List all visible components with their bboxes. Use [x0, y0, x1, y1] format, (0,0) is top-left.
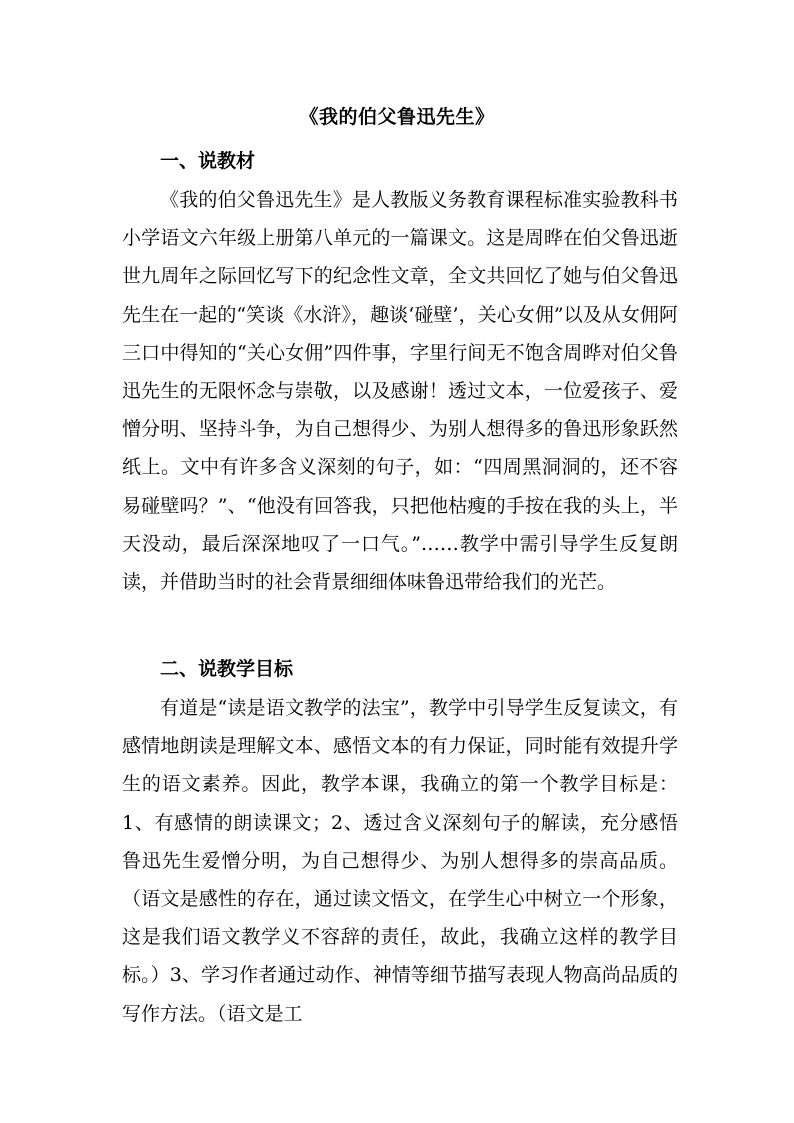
section-paragraph-teaching-material: 《我的伯父鲁迅先生》是人教版义务教育课程标准实验教科书小学语文六年级上册第八单元的一篇课文。这是周晔在伯父鲁迅逝世九周年之际回忆写下的纪念性文章，全文共回忆了她与伯父鲁迅先生在一起的“笑谈《水浒》，趣谈‘碰壁’，关心女佣”以及从女佣阿三口中得知的“关心女佣”四件事，字里行间无不饱含周晔对伯父鲁迅先生的无限怀念与崇敬，以及感谢！透过文本，一位爱孩子、爱憎分明、坚持斗争，为自己想得少、为别人想得多的鲁迅形象跃然纸上。文中有许多含义深刻的句子，如：“四周黑洞洞的，还不容易碰壁吗？”、“他没有回答我，只把他枯瘦的手按在我的头上，半天没动，最后深深地叹了一口气。”……教学中需引导学生反复朗读，并借助当时的社会背景细细体味鲁迅带给我们的光芒。 [122, 189, 678, 594]
document-title: 《我的伯父鲁迅先生》 [299, 106, 495, 128]
section-paragraph-teaching-goals: 有道是“读是语文教学的法宝”，教学中引导学生反复读文，有感情地朗读是理解文本、感悟文本的有力保证，同时能有效提升学生的语文素养。因此，教学本课，我确立的第一个教学目标是：1、有感情的朗读课文；2、透过含义深刻句子的解读，充分感悟鲁迅先生爱憎分明，为自己想得少、为别人想得多的崇高品质。（语文是感性的存在，通过读文悟文，在学生心中树立一个形象，这是我们语文教学义不容辞的责任，故此，我确立这样的教学目标。）3、学习作者通过动作、神情等细节描写表现人物高尚品质的写作方法。（语文是工 [122, 697, 678, 1025]
section-heading-teaching-goals: 二、说教学目标 [160, 658, 294, 680]
section-heading-teaching-material: 一、说教材 [160, 150, 256, 172]
